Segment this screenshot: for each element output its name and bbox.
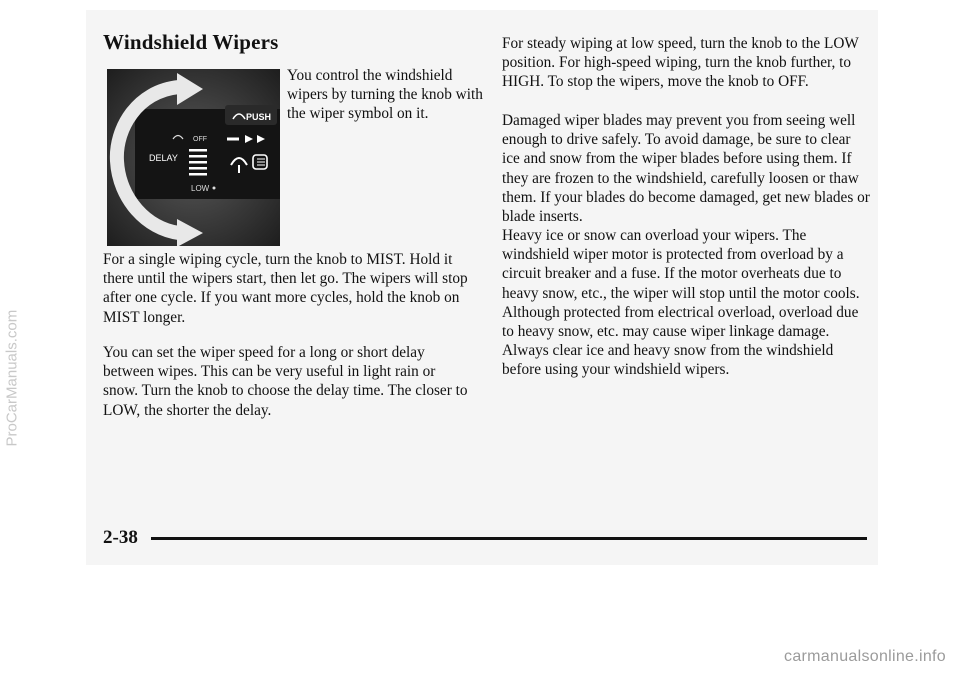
low-label: LOW	[191, 184, 210, 193]
heavy-snow-paragraph: Heavy ice or snow can overload your wipers. The windshield wiper motor is protected from overload by a circuit breaker and a fuse. If the motor overheats due to heavy snow, etc., the wiper will stop until the motor cools. Although protected from electrical overload, overload due to heavy snow, etc. may cause wiper linkage damage. Always clear ice and heavy snow from the windshield before using your windshield wipers.	[502, 227, 860, 379]
mist-paragraph: For a single wiping cycle, turn the knob to MIST. Hold it there until the wipers start, then let go. The wipers will stop after one cycle. If you want more cycles, hold the knob on MIST longer.	[103, 251, 468, 326]
steady-wiping-paragraph: For steady wiping at low speed, turn the knob to the LOW position. For high-speed wiping, turn the knob further, to HIGH. To stop the wipers, move the knob to OFF.	[502, 35, 859, 91]
delay-label: DELAY	[149, 153, 178, 163]
intro-paragraph: You control the windshield wipers by turning the knob with the wiper symbol on it.	[287, 67, 483, 123]
wiper-knob-illustration	[107, 69, 280, 246]
off-label: OFF	[193, 136, 207, 143]
side-watermark-text: ProCarManuals.com	[3, 309, 21, 447]
page-title: Windshield Wipers	[103, 30, 279, 54]
side-watermark	[0, 0, 24, 676]
push-label: PUSH	[246, 112, 272, 122]
damaged-blades-paragraph: Damaged wiper blades may prevent you from seeing well enough to drive safely. To avoid damage, be sure to clear ice and snow from the wiper blades before using them. If they are frozen to the windshield, carefully loosen or thaw them. If your blades do become damaged, get new blades or blade inserts.	[502, 112, 870, 226]
wiper-control-photo	[107, 69, 280, 246]
delay-paragraph: You can set the wiper speed for a long or short delay between wipes. This can be very useful in light rain or snow. Turn the knob to choose the delay time. The closer to LOW, the shorter the delay.	[103, 344, 468, 419]
footer-watermark: carmanualsonline.info	[784, 648, 946, 665]
footer-rule	[151, 537, 867, 540]
page-number: 2-38	[103, 527, 138, 548]
